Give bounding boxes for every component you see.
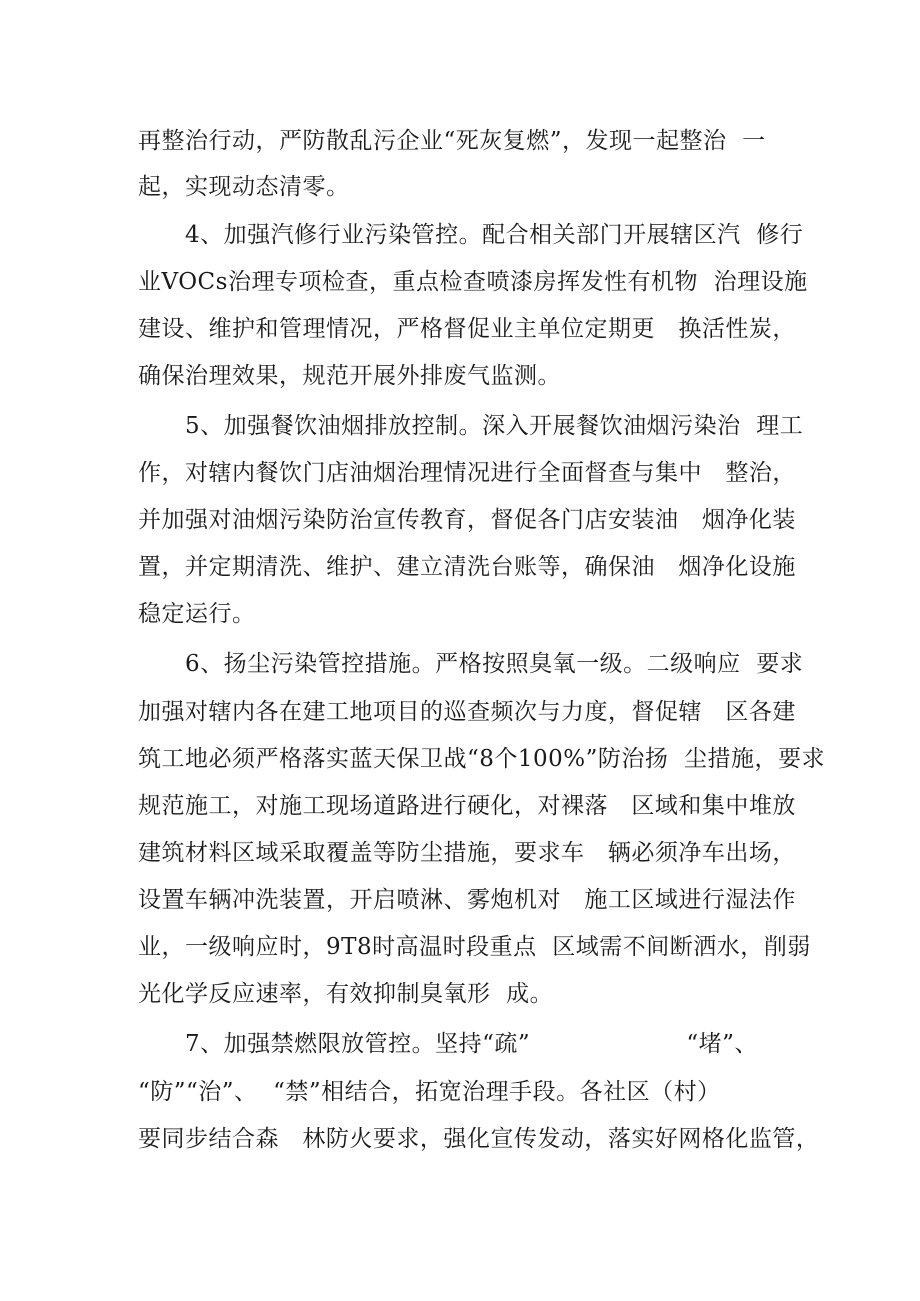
text-line: 设置车辆冲洗装置，开启喷淋、雾炮机对 施工区域进行湿法作 — [138, 887, 796, 913]
text-line: 7、加强禁燃限放管控。坚持“疏” “堵”、 — [185, 1031, 758, 1057]
text-line: 置，并定期清洗、维护、建立清洗台账等，确保油 烟净化设施 — [138, 554, 796, 580]
text-line: 4、加强汽修行业污染管控。配合相关部门开展辖区汽 修行 — [185, 222, 804, 248]
text-line: 5、加强餐饮油烟排放控制。深入开展餐饮油烟污染治 理工 — [185, 413, 804, 439]
text-line: 业，一级响应时，9T8时高温时段重点 区域需不间断洒水，削弱 — [138, 934, 811, 960]
text-line: 建筑材料区域采取覆盖等防尘措施，要求车 辆必须净车出场， — [138, 840, 796, 866]
text-line: 稳定运行。 — [138, 601, 256, 627]
text-line: 确保治理效果，规范开展外排废气监测。 — [138, 363, 561, 389]
text-line: 作，对辖内餐饮门店油烟治理情况进行全面督查与集中 整治， — [138, 460, 796, 486]
text-line: 规范施工，对施工现场道路进行硬化，对裸落 区域和集中堆放 — [138, 793, 796, 819]
text-line: 加强对辖内各在建工地项目的巡查频次与力度，督促辖 区各建 — [138, 699, 796, 725]
text-line: 建设、维护和管理情况，严格督促业主单位定期更 换活性炭， — [138, 316, 796, 342]
text-line: 再整治行动，严防散乱污企业“死灰复燃”，发现一起整治 一 — [138, 128, 766, 154]
text-line: 筑工地必须严格落实蓝天保卫战“8个100%”防治扬 尘措施，要求 — [138, 746, 826, 772]
text-line: 要同步结合森 林防火要求，强化宣传发动，落实好网格化监管， — [138, 1126, 820, 1152]
text-line: 光化学反应速率，有效抑制臭氧形 成。 — [138, 981, 554, 1007]
text-line: 6、扬尘污染管控措施。严格按照臭氧一级。二级响应 要求 — [185, 651, 804, 677]
text-line: 并加强对油烟污染防治宣传教育，督促各门店安装油 烟净化装 — [138, 507, 796, 533]
text-line: 起，实现动态清零。 — [138, 174, 350, 200]
text-line: “防”“治”、 “禁”相结合，拓宽治理手段。各社区（村） — [138, 1079, 721, 1105]
text-line: 业VOCs治理专项检查，重点检查喷漆房挥发性有机物 治理设施 — [138, 269, 808, 295]
